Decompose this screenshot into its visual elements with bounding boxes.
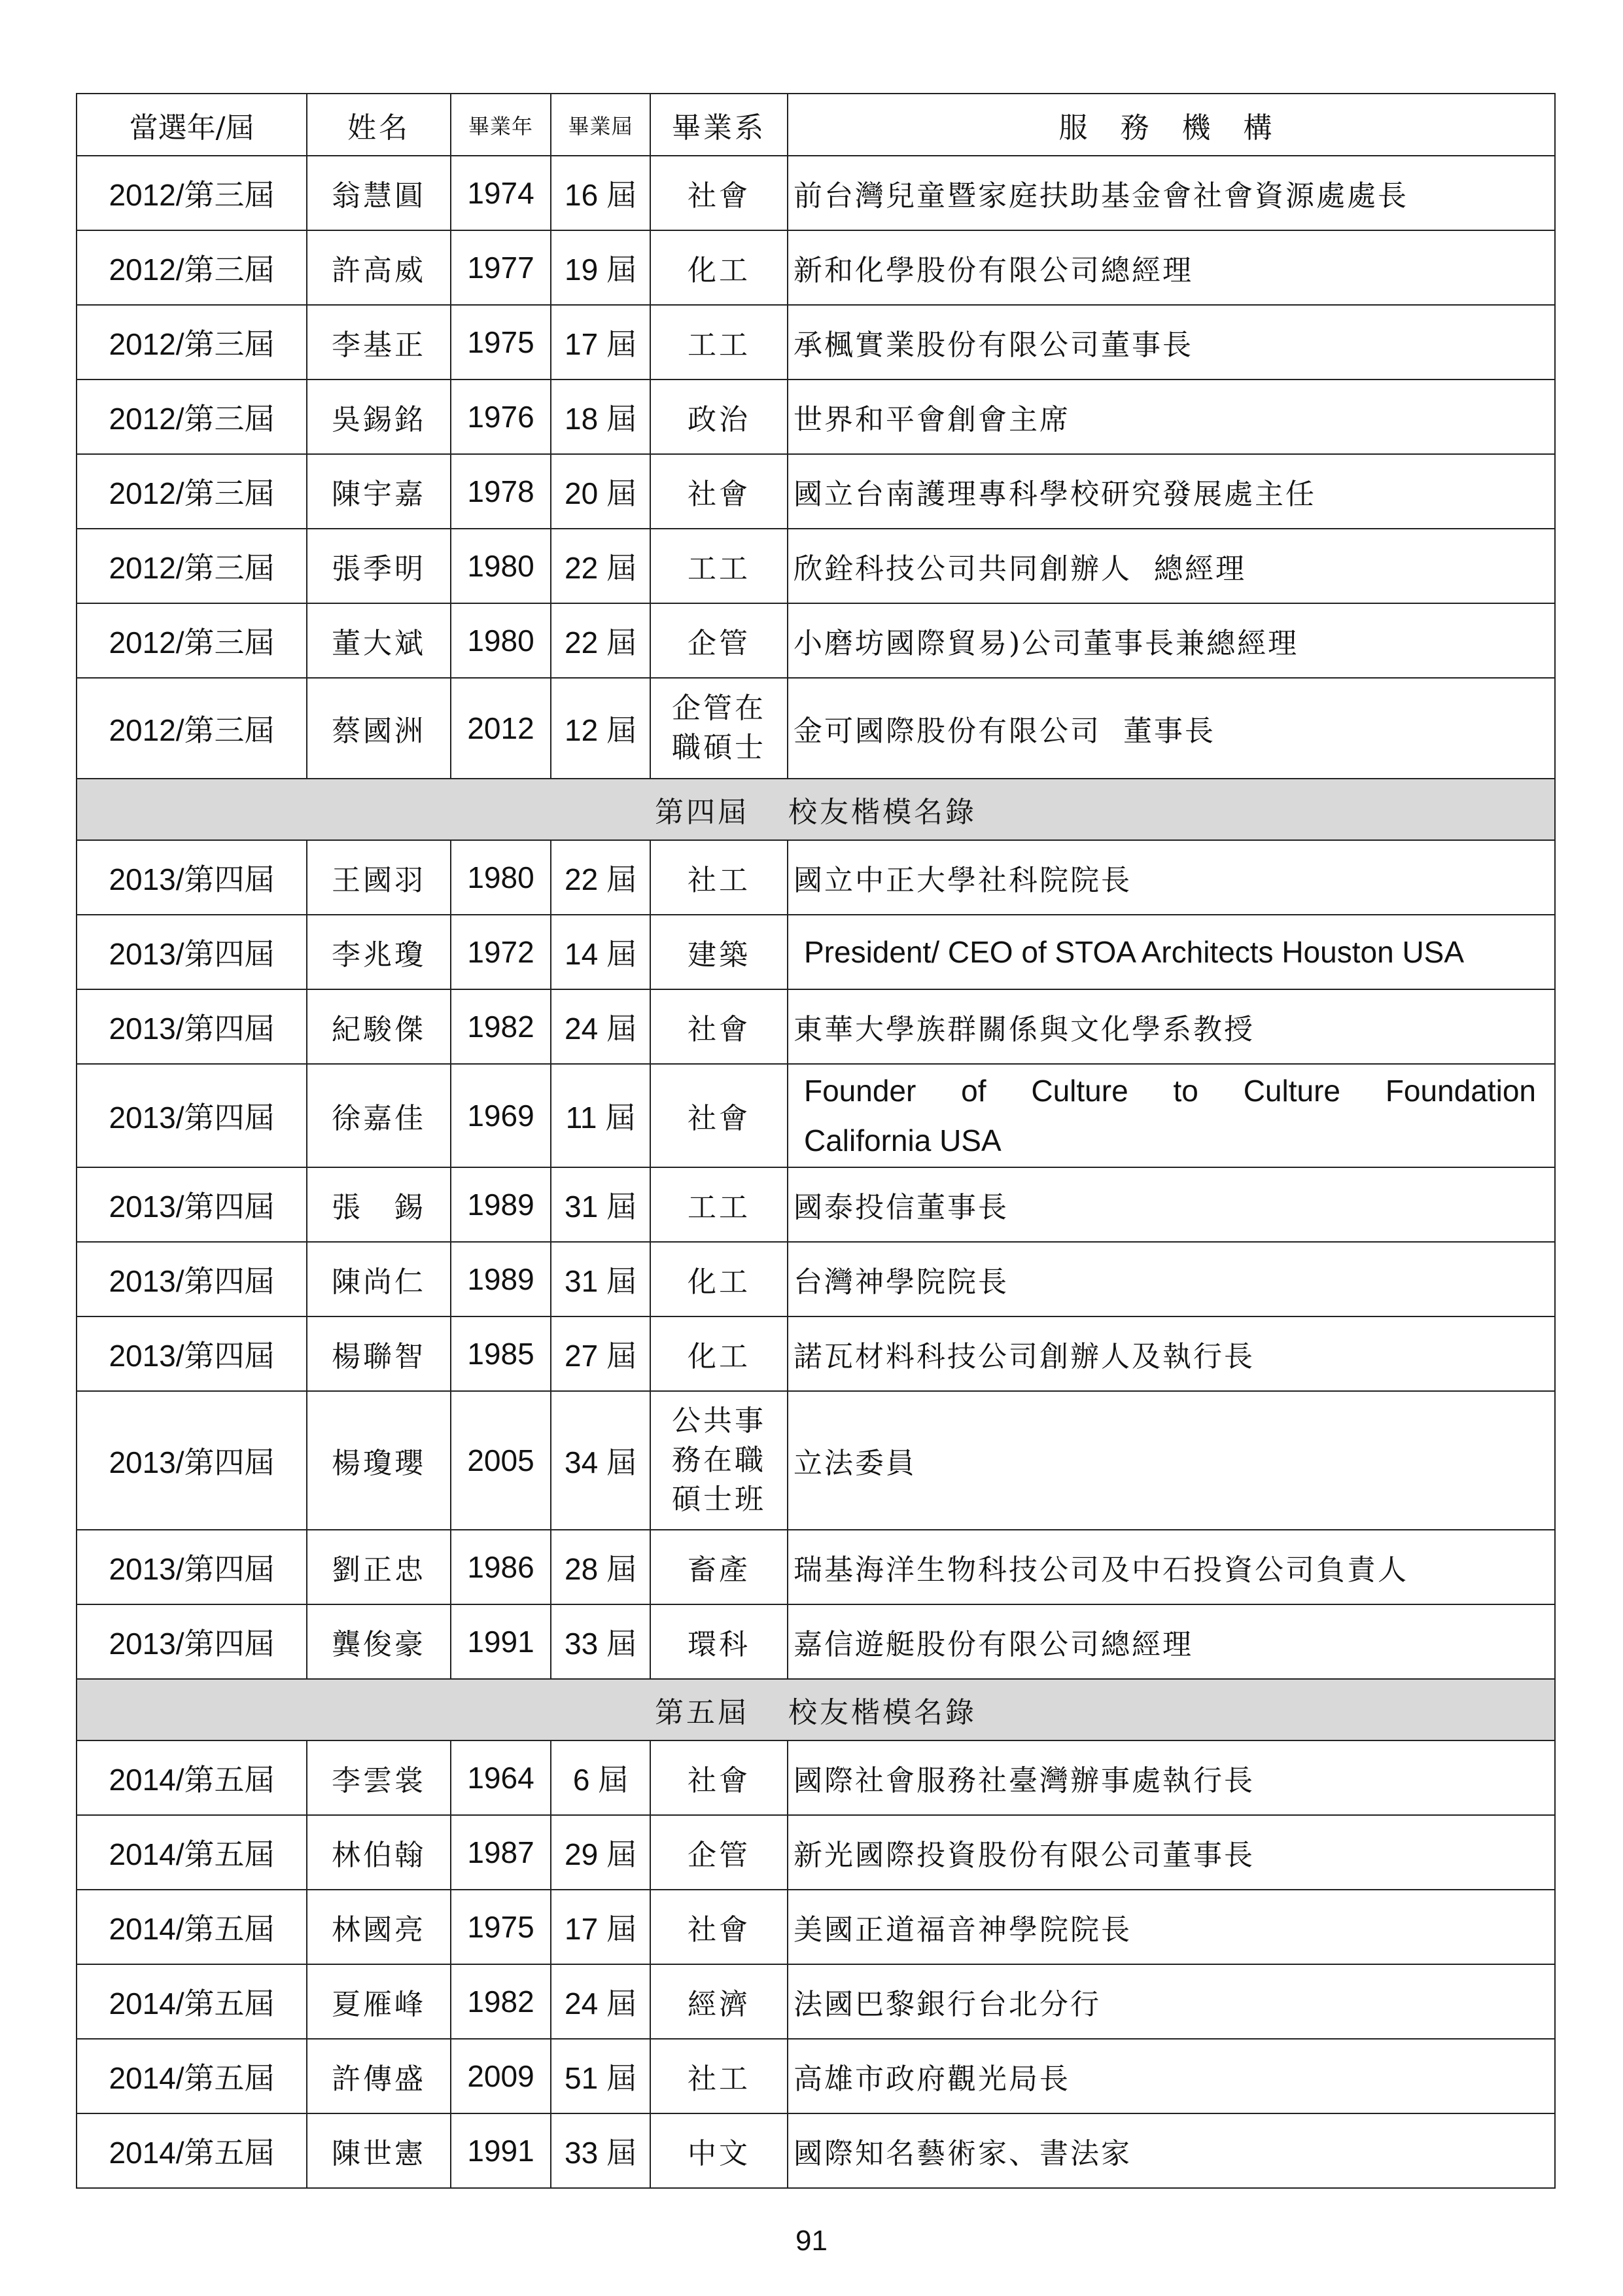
cell-name: 董大斌	[307, 603, 451, 678]
table-row	[77, 529, 1555, 603]
cell-year-term: 2014/第五屆	[77, 1815, 307, 1890]
cell-grad-year: 1982	[451, 989, 551, 1064]
cell-grad-year: 1964	[451, 1740, 551, 1815]
cell-organization: 法國巴黎銀行台北分行	[788, 1964, 1555, 2039]
cell-name: 吳錫銘	[307, 380, 451, 454]
table-row	[77, 156, 1555, 230]
section-term: 第四屆	[655, 796, 749, 829]
cell-organization: 嘉信遊艇股份有限公司總經理	[788, 1604, 1555, 1679]
cell-organization: 國立台南護理專科學校研究發展處主任	[788, 454, 1555, 529]
cell-name: 蔡國洲	[307, 678, 451, 779]
cell-grad-class: 31 屆	[551, 1167, 650, 1242]
table-row	[77, 840, 1555, 915]
cell-organization: 新光國際投資股份有限公司董事長	[788, 1815, 1555, 1890]
cell-year-term: 2013/第四屆	[77, 1167, 307, 1242]
cell-name: 李基正	[307, 305, 451, 380]
cell-year-term: 2013/第四屆	[77, 1604, 307, 1679]
cell-department: 化工	[650, 1242, 788, 1316]
cell-year-term: 2013/第四屆	[77, 1391, 307, 1530]
cell-grad-class: 29 屆	[551, 1815, 650, 1890]
cell-year-term: 2012/第三屆	[77, 380, 307, 454]
cell-department: 社會	[650, 1064, 788, 1167]
table-row	[77, 380, 1555, 454]
cell-year-term: 2012/第三屆	[77, 603, 307, 678]
cell-organization: 諾瓦材料科技公司創辦人及執行長	[788, 1316, 1555, 1391]
cell-department: 化工	[650, 230, 788, 305]
cell-year-term: 2012/第三屆	[77, 156, 307, 230]
cell-department: 工工	[650, 305, 788, 380]
cell-organization: 小磨坊國際貿易)公司董事長兼總經理	[788, 603, 1555, 678]
cell-name: 張季明	[307, 529, 451, 603]
cell-department: 工工	[650, 529, 788, 603]
header-grad-class: 畢業屆	[551, 94, 650, 156]
cell-grad-year: 1991	[451, 1604, 551, 1679]
cell-name: 王國羽	[307, 840, 451, 915]
cell-grad-year: 1985	[451, 1316, 551, 1391]
table-row	[77, 1391, 1555, 1530]
table-row	[77, 1316, 1555, 1391]
cell-year-term: 2013/第四屆	[77, 1064, 307, 1167]
cell-name: 紀駿傑	[307, 989, 451, 1064]
cell-name: 徐嘉佳	[307, 1064, 451, 1167]
cell-name: 許高威	[307, 230, 451, 305]
section-header-4	[77, 779, 1555, 840]
table-row	[77, 1242, 1555, 1316]
cell-grad-class: 14 屆	[551, 915, 650, 989]
cell-name: 劉正忠	[307, 1530, 451, 1604]
cell-year-term: 2014/第五屆	[77, 2113, 307, 2188]
cell-grad-year: 1969	[451, 1064, 551, 1167]
cell-grad-year: 1980	[451, 840, 551, 915]
cell-grad-year: 1986	[451, 1530, 551, 1604]
cell-grad-class: 33 屆	[551, 2113, 650, 2188]
cell-grad-year: 1975	[451, 305, 551, 380]
table-row	[77, 1890, 1555, 1964]
cell-organization: 前台灣兒童暨家庭扶助基金會社會資源處處長	[788, 156, 1555, 230]
organization-line: Founder of Culture to Culture Foundation	[804, 1074, 1536, 1108]
cell-name: 林伯翰	[307, 1815, 451, 1890]
cell-name: 張 錫	[307, 1167, 451, 1242]
cell-grad-class: 6 屆	[551, 1740, 650, 1815]
cell-grad-year: 1974	[451, 156, 551, 230]
cell-organization: 國立中正大學社科院院長	[788, 840, 1555, 915]
cell-organization: 金可國際股份有限公司 董事長	[788, 678, 1555, 779]
cell-grad-class: 28 屆	[551, 1530, 650, 1604]
cell-year-term: 2014/第五屆	[77, 2039, 307, 2113]
cell-grad-year: 1980	[451, 603, 551, 678]
table-row	[77, 1530, 1555, 1604]
cell-department: 環科	[650, 1604, 788, 1679]
table-row	[77, 230, 1555, 305]
cell-name: 龔俊豪	[307, 1604, 451, 1679]
cell-grad-year: 2005	[451, 1391, 551, 1530]
cell-organization: 高雄市政府觀光局長	[788, 2039, 1555, 2113]
section-label	[77, 779, 1555, 840]
cell-department: 社會	[650, 1890, 788, 1964]
cell-grad-class: 27 屆	[551, 1316, 650, 1391]
cell-organization: 立法委員	[788, 1391, 1555, 1530]
cell-department: 經濟	[650, 1964, 788, 2039]
cell-name: 李兆瓊	[307, 915, 451, 989]
cell-year-term: 2013/第四屆	[77, 1316, 307, 1391]
cell-grad-year: 1978	[451, 454, 551, 529]
cell-year-term: 2012/第三屆	[77, 454, 307, 529]
department-line: 務在職	[672, 1443, 766, 1477]
cell-grad-class: 19 屆	[551, 230, 650, 305]
cell-department: 畜產	[650, 1530, 788, 1604]
table-header-row	[77, 94, 1555, 156]
alumni-honor-table	[76, 93, 1556, 2189]
table-row	[77, 305, 1555, 380]
table-row	[77, 1815, 1555, 1890]
cell-grad-class: 22 屆	[551, 529, 650, 603]
cell-grad-year: 1989	[451, 1242, 551, 1316]
section-title: 校友楷模名錄	[788, 796, 977, 829]
header-year-term: 當選年/屆	[77, 94, 307, 156]
cell-organization: 國泰投信董事長	[788, 1167, 1555, 1242]
cell-organization: 承楓實業股份有限公司董事長	[788, 305, 1555, 380]
cell-grad-class: 18 屆	[551, 380, 650, 454]
section-label	[77, 1679, 1555, 1740]
cell-grad-year: 1982	[451, 1964, 551, 2039]
cell-grad-year: 1972	[451, 915, 551, 989]
cell-grad-year: 1987	[451, 1815, 551, 1890]
cell-year-term: 2012/第三屆	[77, 230, 307, 305]
cell-grad-class: 20 屆	[551, 454, 650, 529]
cell-department: 建築	[650, 915, 788, 989]
cell-name: 陳世憲	[307, 2113, 451, 2188]
department-line: 企管在	[672, 692, 766, 725]
table-row	[77, 678, 1555, 779]
cell-department: 企管	[650, 603, 788, 678]
cell-department: 社工	[650, 840, 788, 915]
cell-organization: 美國正道福音神學院院長	[788, 1890, 1555, 1964]
cell-organization: 國際知名藝術家、書法家	[788, 2113, 1555, 2188]
cell-department	[650, 678, 788, 779]
cell-grad-class: 12 屆	[551, 678, 650, 779]
cell-grad-year: 1975	[451, 1890, 551, 1964]
cell-name: 楊聯智	[307, 1316, 451, 1391]
cell-department: 化工	[650, 1316, 788, 1391]
cell-name: 許傳盛	[307, 2039, 451, 2113]
cell-year-term: 2013/第四屆	[77, 1530, 307, 1604]
table-row	[77, 1167, 1555, 1242]
cell-organization: 東華大學族群關係與文化學系教授	[788, 989, 1555, 1064]
cell-grad-year: 1976	[451, 380, 551, 454]
header-organization: 服 務 機 構	[788, 94, 1555, 156]
cell-year-term: 2013/第四屆	[77, 989, 307, 1064]
cell-name: 林國亮	[307, 1890, 451, 1964]
cell-grad-class: 17 屆	[551, 1890, 650, 1964]
section-title: 校友楷模名錄	[788, 1696, 977, 1729]
cell-name: 夏雁峰	[307, 1964, 451, 2039]
cell-year-term: 2014/第五屆	[77, 1964, 307, 2039]
cell-department: 工工	[650, 1167, 788, 1242]
table-row	[77, 989, 1555, 1064]
cell-organization	[788, 1064, 1555, 1167]
cell-grad-class: 51 屆	[551, 2039, 650, 2113]
cell-department: 政治	[650, 380, 788, 454]
cell-grad-class: 17 屆	[551, 305, 650, 380]
table-row	[77, 1740, 1555, 1815]
cell-organization: 欣銓科技公司共同創辦人 總經理	[788, 529, 1555, 603]
table-row	[77, 454, 1555, 529]
table-row	[77, 2113, 1555, 2188]
cell-grad-class: 22 屆	[551, 840, 650, 915]
cell-year-term: 2013/第四屆	[77, 840, 307, 915]
cell-year-term: 2012/第三屆	[77, 305, 307, 380]
table-row	[77, 1064, 1555, 1167]
cell-year-term: 2013/第四屆	[77, 915, 307, 989]
cell-department: 社會	[650, 454, 788, 529]
cell-organization: 瑞基海洋生物科技公司及中石投資公司負責人	[788, 1530, 1555, 1604]
cell-grad-class: 31 屆	[551, 1242, 650, 1316]
cell-grad-year: 2009	[451, 2039, 551, 2113]
cell-organization: 世界和平會創會主席	[788, 380, 1555, 454]
cell-grad-class: 24 屆	[551, 1964, 650, 2039]
header-grad-year: 畢業年	[451, 94, 551, 156]
cell-grad-class: 33 屆	[551, 1604, 650, 1679]
cell-name: 楊瓊瓔	[307, 1391, 451, 1530]
cell-department: 社工	[650, 2039, 788, 2113]
page-number: 91	[795, 2225, 828, 2257]
table-row	[77, 2039, 1555, 2113]
cell-department: 中文	[650, 2113, 788, 2188]
section-header-5	[77, 1679, 1555, 1740]
cell-grad-class: 11 屆	[551, 1064, 650, 1167]
organization-line: California USA	[804, 1123, 1002, 1157]
header-name: 姓名	[307, 94, 451, 156]
cell-name: 翁慧圓	[307, 156, 451, 230]
cell-grad-class: 24 屆	[551, 989, 650, 1064]
cell-organization: 國際社會服務社臺灣辦事處執行長	[788, 1740, 1555, 1815]
table-row	[77, 1604, 1555, 1679]
cell-department: 社會	[650, 989, 788, 1064]
department-line: 碩士班	[672, 1483, 766, 1516]
cell-year-term: 2013/第四屆	[77, 1242, 307, 1316]
cell-name: 陳宇嘉	[307, 454, 451, 529]
cell-year-term: 2012/第三屆	[77, 529, 307, 603]
cell-department: 社會	[650, 1740, 788, 1815]
cell-organization: 新和化學股份有限公司總經理	[788, 230, 1555, 305]
cell-grad-class: 16 屆	[551, 156, 650, 230]
cell-year-term: 2014/第五屆	[77, 1890, 307, 1964]
cell-organization: President/ CEO of STOA Architects Houston USA	[788, 915, 1555, 989]
cell-department: 社會	[650, 156, 788, 230]
cell-department	[650, 1391, 788, 1530]
cell-name: 陳尚仁	[307, 1242, 451, 1316]
department-line: 公共事	[672, 1404, 766, 1438]
table-row	[77, 1964, 1555, 2039]
cell-grad-year: 2012	[451, 678, 551, 779]
cell-year-term: 2014/第五屆	[77, 1740, 307, 1815]
cell-year-term: 2012/第三屆	[77, 678, 307, 779]
header-department: 畢業系	[650, 94, 788, 156]
cell-grad-class: 34 屆	[551, 1391, 650, 1530]
cell-name: 李雲裳	[307, 1740, 451, 1815]
department-line: 職碩士	[672, 731, 766, 764]
cell-grad-year: 1977	[451, 230, 551, 305]
cell-grad-year: 1991	[451, 2113, 551, 2188]
cell-grad-year: 1989	[451, 1167, 551, 1242]
cell-organization: 台灣神學院院長	[788, 1242, 1555, 1316]
cell-grad-class: 22 屆	[551, 603, 650, 678]
table-row	[77, 603, 1555, 678]
table-row	[77, 915, 1555, 989]
section-term: 第五屆	[655, 1696, 749, 1729]
cell-department: 企管	[650, 1815, 788, 1890]
cell-grad-year: 1980	[451, 529, 551, 603]
